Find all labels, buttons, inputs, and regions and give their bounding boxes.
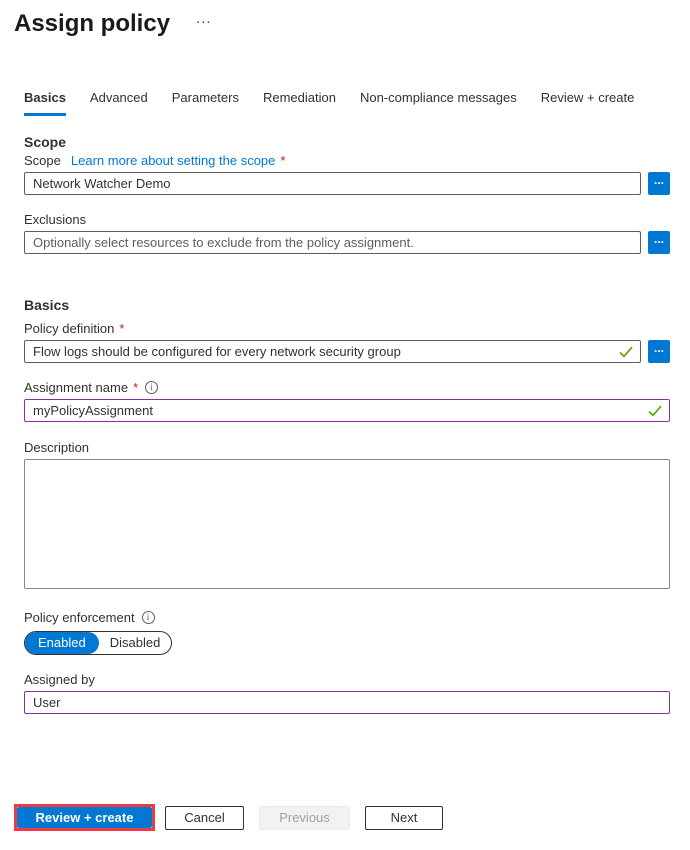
cancel-button[interactable]: Cancel — [165, 806, 244, 830]
review-create-highlight-box — [14, 804, 155, 831]
assignment-name-info-icon[interactable]: i — [145, 381, 158, 394]
assignment-name-label: Assignment name — [24, 380, 129, 395]
basics-section-header: Basics — [24, 297, 70, 313]
assignment-name-input-wrap — [24, 399, 670, 422]
policy-definition-browse-button[interactable]: ... — [648, 340, 670, 363]
exclusions-label-row — [24, 212, 670, 227]
assigned-by-label-row — [24, 672, 670, 687]
scope-browse-button[interactable]: ... — [648, 172, 670, 195]
tab-advanced[interactable]: Advanced — [89, 90, 148, 105]
description-label: Description — [24, 440, 90, 455]
scope-required-mark: * — [280, 153, 286, 168]
tab-review-create[interactable]: Review + create — [540, 90, 635, 105]
assigned-by-input-row — [24, 691, 670, 714]
scope-section-header: Scope — [24, 134, 67, 150]
tab-bar — [24, 90, 670, 116]
policy-enforcement-label: Policy enforcement — [24, 610, 135, 625]
policy-definition-input-wrap — [24, 340, 641, 363]
scope-input-row — [24, 172, 670, 195]
exclusions-label: Exclusions — [24, 212, 87, 227]
page-title: Assign policy — [14, 10, 171, 37]
assignment-name-input-row — [24, 399, 670, 422]
policy-enforcement-toggle — [24, 631, 172, 655]
scope-label-row — [24, 153, 670, 168]
policy-definition-required-mark: * — [119, 321, 125, 336]
policy-definition-input-row — [24, 340, 670, 363]
assigned-by-label: Assigned by — [24, 672, 95, 687]
tab-remediation[interactable]: Remediation — [262, 90, 336, 105]
page-header — [14, 8, 670, 40]
exclusions-input[interactable] — [24, 231, 641, 254]
enforcement-disabled-option[interactable]: Disabled — [109, 635, 161, 650]
policy-definition-label-row — [24, 321, 670, 336]
description-textarea[interactable] — [24, 459, 670, 589]
assignment-name-label-row — [24, 380, 670, 395]
policy-definition-label: Policy definition — [24, 321, 115, 336]
valid-checkmark-icon — [619, 346, 633, 358]
enforcement-enabled-option[interactable]: Enabled — [25, 632, 99, 654]
footer-button-bar — [14, 804, 443, 831]
policy-definition-input[interactable] — [24, 340, 641, 363]
exclusions-browse-button[interactable]: ... — [648, 231, 670, 254]
assignment-name-input[interactable] — [24, 399, 670, 422]
scope-input[interactable] — [24, 172, 641, 195]
assigned-by-input[interactable] — [24, 691, 670, 714]
more-options-ellipsis-icon[interactable]: ... — [196, 10, 212, 27]
valid-checkmark-icon — [648, 405, 662, 417]
description-label-row — [24, 440, 670, 455]
exclusions-input-row — [24, 231, 670, 254]
previous-button[interactable]: Previous — [259, 806, 350, 830]
tab-basics[interactable]: Basics — [24, 90, 66, 116]
next-button[interactable]: Next — [365, 806, 443, 830]
scope-label: Scope — [24, 153, 61, 168]
tab-non-compliance-messages[interactable]: Non-compliance messages — [359, 90, 517, 105]
assignment-name-required-mark: * — [133, 380, 139, 395]
scope-learn-more-link[interactable]: Learn more about setting the scope — [70, 153, 276, 168]
tab-parameters[interactable]: Parameters — [171, 90, 239, 105]
review-create-button[interactable]: Review + create — [17, 807, 152, 828]
policy-enforcement-info-icon[interactable]: i — [142, 611, 155, 624]
policy-enforcement-label-row — [24, 610, 670, 625]
